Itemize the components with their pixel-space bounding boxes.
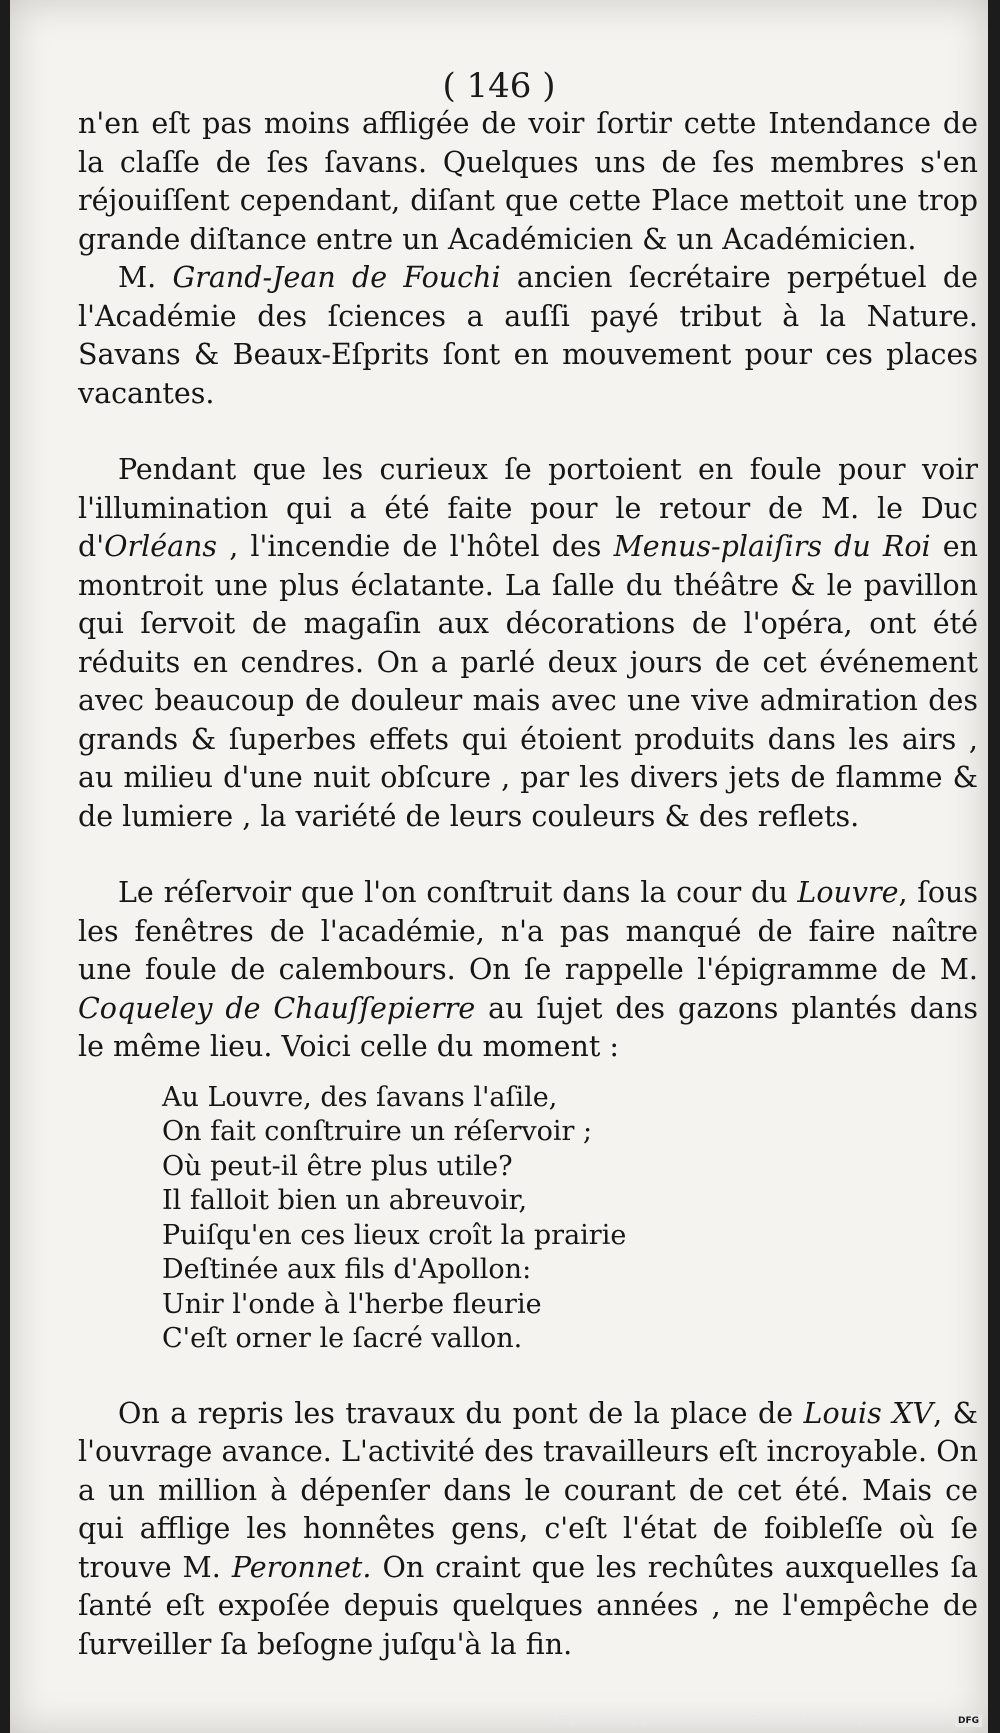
- paragraph-reservoir: [78, 874, 978, 1067]
- italic-text: Menus-plaiſirs du Roi: [613, 530, 931, 563]
- italic-text: Peronnet.: [231, 1550, 372, 1584]
- italic-text: Louvre: [797, 876, 899, 909]
- text-segment: au ſujet des gazons plantés dans le même lieu. Voici celle du moment :: [78, 991, 978, 1063]
- poem-line: Unir l'onde à l'herbe fleurie: [162, 1288, 542, 1320]
- italic-text: Orléans: [104, 530, 218, 563]
- poem-line: Où peut-il être plus utile?: [162, 1150, 513, 1182]
- paragraph-grand-jean: [78, 259, 978, 413]
- page-number: ( 146 ): [442, 66, 556, 106]
- poem-line: Deſtinée aux fils d'Apollon:: [162, 1254, 532, 1285]
- dfg-logo: DFG: [955, 1715, 982, 1727]
- text-segment: , ſous les fenêtres de l'académie, n'a pas manqué de faire naître une foule de calembours. On ſe rappelle l'épigramme de M.: [78, 876, 978, 986]
- paragraph-pont-louis-xv: [78, 1395, 978, 1665]
- text-segment: en montroit une plus éclatante. La ſalle du théâtre & le pavillon qui ſervoit de magaſin aux décorations de l'opéra, ont été réduits en cendres. On a parlé deux jours de cet événement avec beaucoup de douleur mais avec une vive admiration des grands & ſuperbes effets qui étoient produits dans les airs , au milieu d'une nuit obſcure , par les divers jets de flamme & de lumiere , la variété de leurs couleurs & des reflets.: [78, 530, 978, 833]
- page-text: [78, 105, 978, 1664]
- italic-text: Louis XV: [803, 1396, 934, 1430]
- text-segment: ancien ſecrétaire perpétuel de l'Académie des ſciences a auſſi payé tribut à la Nature. Savans & Beaux-Eſprits ſont en mouvement pour ces places vacantes.: [78, 261, 978, 410]
- epigram-poem: [162, 1081, 978, 1357]
- poem-line: C'eſt orner le ſacré vallon.: [162, 1323, 523, 1354]
- text-segment: , l'incendie de l'hôtel des: [217, 530, 614, 563]
- text-segment: M.: [118, 261, 173, 294]
- text-segment: On a repris les travaux du pont de la place de: [118, 1396, 804, 1430]
- text-segment: , & l'ouvrage avance. L'activité des travailleurs eſt incroyable. On a un million à dépenſer dans le courant de cet été. Mais ce qui afflige les honnêtes gens, c'eſt l'état de foibleſſe où ſe trouve M.: [78, 1396, 978, 1584]
- paragraph-intendance: [78, 105, 978, 259]
- text-segment: Le réſervoir que l'on conſtruit dans la cour du: [118, 876, 798, 909]
- poem-line: Puiſqu'en ces lieux croît la prairie: [162, 1219, 627, 1251]
- paragraph-illumination: [78, 451, 978, 836]
- text-segment: On craint que les rechûtes auxquelles ſa ſanté eſt expoſée depuis quelques années , ne l'empêche de ſurveiller ſa beſogne juſqu'à la fin.: [78, 1550, 979, 1661]
- poem-line: Au Louvre, des ſavans l'aſile,: [162, 1081, 558, 1113]
- poem-line: Il falloit bien un abreuvoir,: [162, 1185, 528, 1216]
- text-segment: Pendant que les curieux ſe portoient en foule pour voir l'illumination qui a été faite pour le retour de M. le Duc d': [78, 453, 978, 563]
- italic-text: Grand-Jean de Fouchi: [172, 261, 501, 294]
- digitization-credit: [558, 1713, 982, 1727]
- credit-text: Digitalisierung gefördert durch die Deutsche Forschungsgemeinschaft -: [557, 1713, 951, 1726]
- poem-line: On fait conſtruire un réſervoir ;: [162, 1116, 593, 1147]
- italic-text: Coqueley de Chauſſepierre: [78, 991, 476, 1025]
- book-page: [10, 0, 988, 1733]
- text-segment: n'en eſt pas moins affligée de voir ſortir cette Intendance de la claſſe de ſes ſavans. Quelques uns de ſes membres s'en réjouiſſent cependant, diſant que cette Place mettoit une trop grande diſtance entre un Académicien & un Académicien.: [78, 107, 978, 256]
